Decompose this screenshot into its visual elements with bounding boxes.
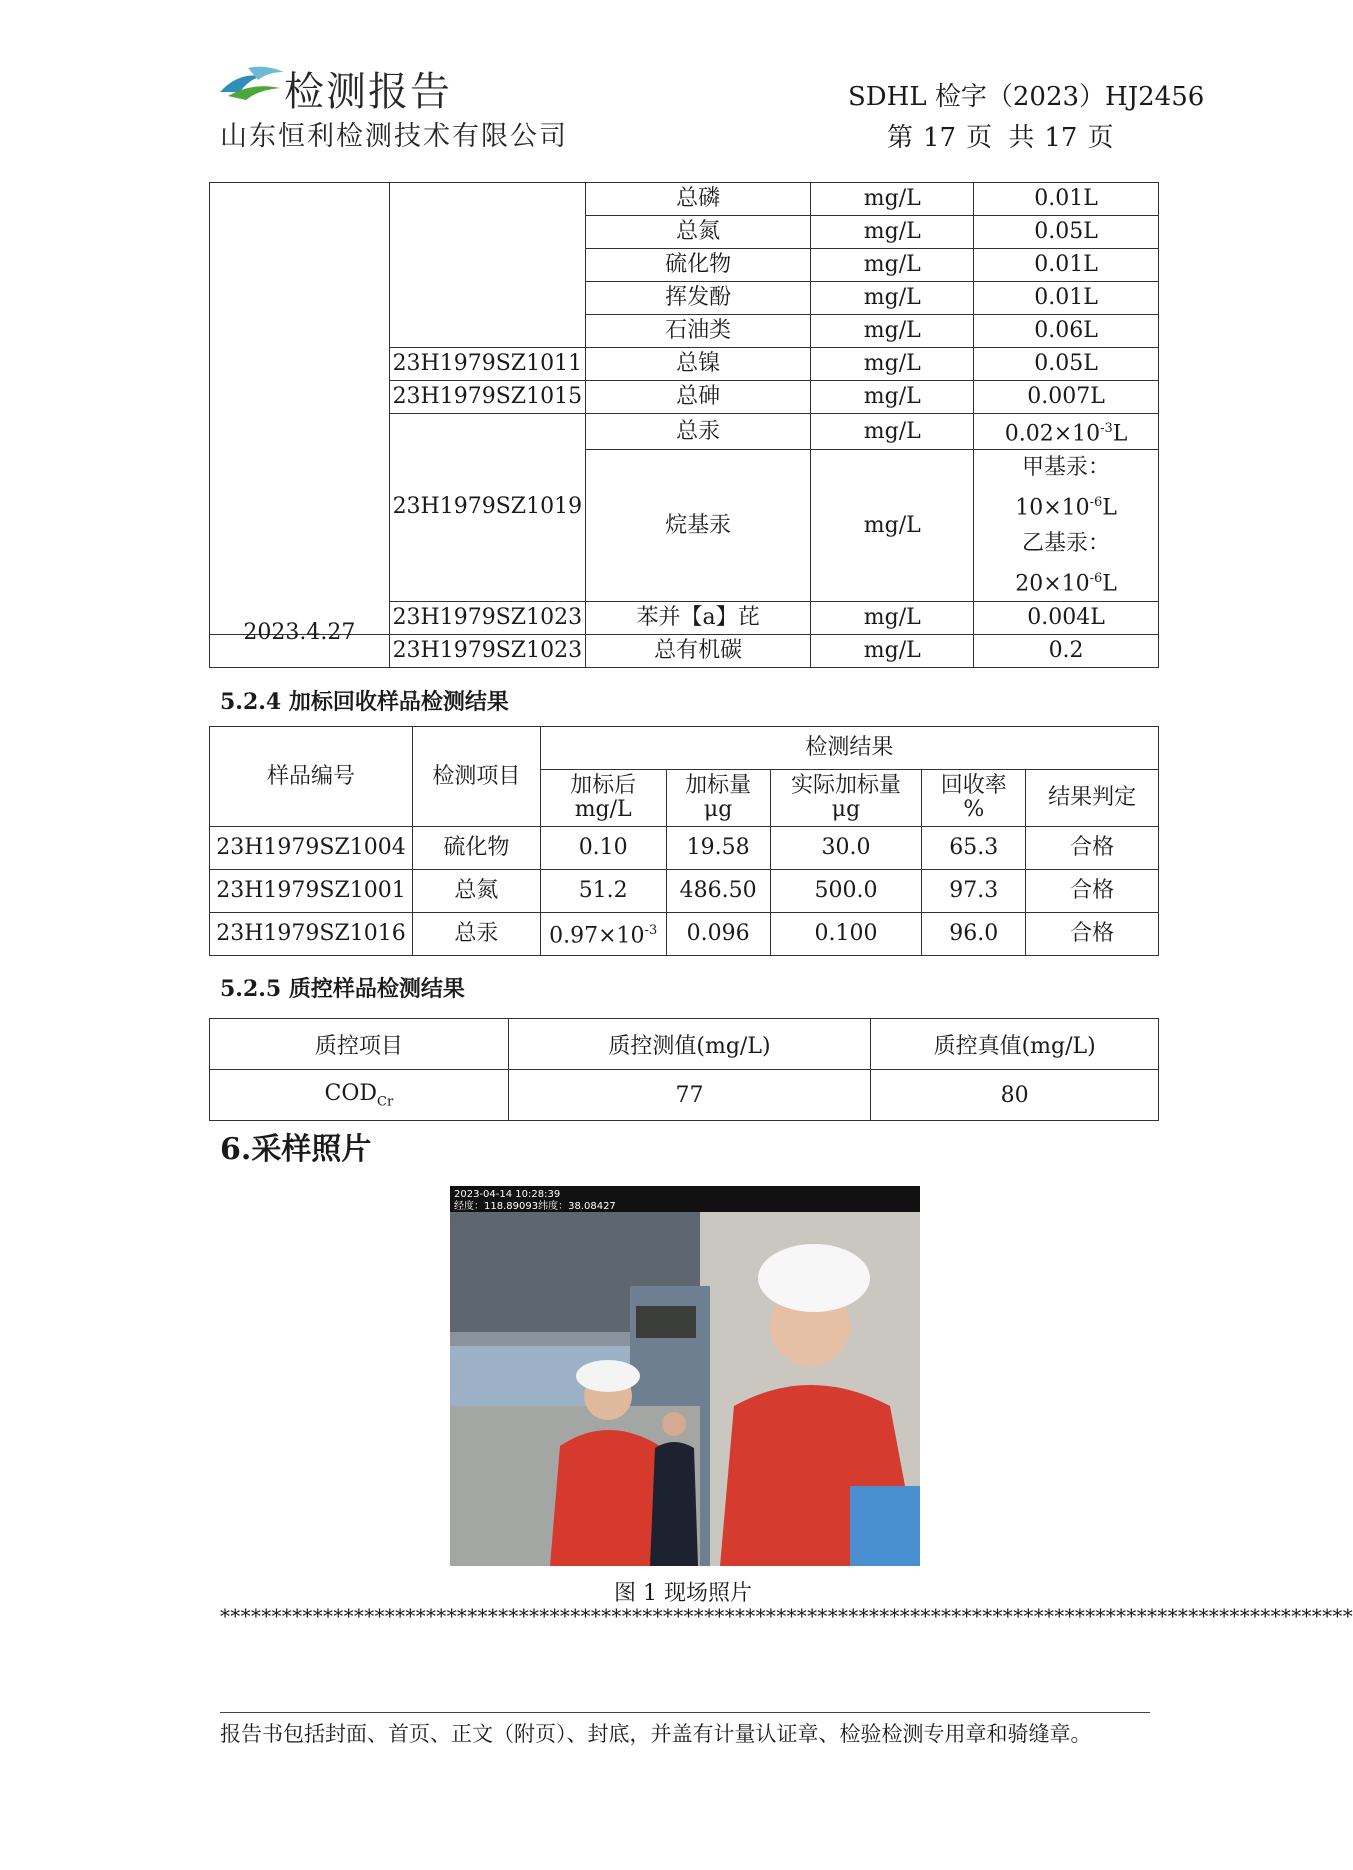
sampling-photo [450,1186,920,1566]
result-cell: 0.2 [974,634,1159,667]
sample-cell: 23H1979SZ1015 [389,381,585,414]
header-unit: mg/L [574,797,632,822]
header-spike-amount [666,770,770,827]
spike-recovery-table [209,726,1159,956]
page-label-post: 页 [1087,123,1114,153]
header-sample: 样品编号 [210,727,413,827]
date-cell-empty [210,183,390,635]
qc-measured-cell: 77 [508,1070,871,1121]
result-line [974,485,1158,525]
header-label: 回收率 [940,773,1007,798]
result-cell: 0.01L [974,183,1159,216]
page-label-mid: 页 共 [966,123,1035,153]
header-qc-measured: 质控测值(mg/L) [508,1019,871,1070]
table-row [210,1070,1159,1121]
header-actual-spike [770,770,922,827]
date-cell: 2023.4.27 [210,616,390,649]
report-number: SDHL 检字（2023）HJ2456 [848,82,1205,112]
unit-cell: mg/L [811,414,974,450]
result-base: 0.02×10 [1004,421,1101,447]
spike-cell: 19.58 [666,827,770,870]
unit-cell: mg/L [811,315,974,348]
qc-item-main: COD [324,1080,377,1106]
header-unit: μg [703,797,733,822]
table-header-row [210,727,1159,770]
item-cell: 总汞 [585,414,811,450]
item-cell: 总氮 [412,870,540,913]
table-row [210,870,1159,913]
actual-cell: 500.0 [770,870,922,913]
item-cell: 石油类 [585,315,811,348]
unit-cell: mg/L [811,634,974,667]
spike-cell: 486.50 [666,870,770,913]
results-table-continued [209,182,1159,668]
page-current: 17 [923,123,957,153]
result-cell: 0.007L [974,381,1159,414]
header-qc-item: 质控项目 [210,1019,509,1070]
photo-coordinates: 经度：118.89093纬度：38.08427 [454,1201,616,1212]
qc-true-cell: 80 [871,1070,1159,1121]
page-total: 17 [1044,123,1078,153]
item-cell: 总汞 [412,913,540,956]
result-line [974,561,1158,601]
result-cell [974,414,1159,450]
sample-cell: 23H1979SZ1004 [210,827,413,870]
sample-cell-empty [389,183,585,348]
item-cell: 总镍 [585,348,811,381]
sample-cell: 23H1979SZ1011 [389,348,585,381]
photo-caption: 图 1 现场照片 [614,1581,752,1606]
sample-cell: 23H1979SZ1016 [210,913,413,956]
header-label: 加标后 [570,773,637,798]
sample-cell: 23H1979SZ1001 [210,870,413,913]
result-exponent: -6 [1089,570,1103,586]
result-exponent: -6 [1089,495,1103,511]
item-cell: 总有机碳 [585,634,811,667]
result-cell: 0.004L [974,601,1159,634]
unit-cell: mg/L [811,183,974,216]
header-label: 实际加标量 [790,773,901,798]
section-heading-525: 5.2.5 质控样品检测结果 [220,976,465,1002]
result-line: 乙基汞： [1022,530,1111,556]
result-base: 10×10 [1015,495,1090,521]
result-cell: 0.05L [974,348,1159,381]
unit-cell: mg/L [811,601,974,634]
sample-cell: 23H1979SZ1023 [389,601,585,634]
section-heading-524: 5.2.4 加标回收样品检测结果 [220,689,509,715]
judgement-cell: 合格 [1026,827,1159,870]
table-row [210,913,1159,956]
unit-cell: mg/L [811,450,974,602]
header-after-spike [540,770,666,827]
after-base: 0.97×10 [549,923,645,949]
header-unit: % [963,797,985,822]
sample-cell: 23H1979SZ1019 [389,414,585,602]
header-qc-true: 质控真值(mg/L) [871,1019,1159,1070]
item-cell: 烷基汞 [585,450,811,602]
result-cell: 0.05L [974,216,1159,249]
header-label: 加标量 [685,773,752,798]
after-spike-cell: 51.2 [540,870,666,913]
result-cell: 0.01L [974,249,1159,282]
section-heading-6: 6.采样照片 [220,1132,372,1167]
result-exponent: -3 [1100,421,1113,436]
result-base: 20×10 [1015,570,1090,596]
result-line: 甲基汞： [1022,455,1111,481]
unit-cell: mg/L [811,282,974,315]
unit-cell: mg/L [811,216,974,249]
result-cell-multiline [974,450,1159,602]
qc-item-cell [210,1070,509,1121]
recovery-cell: 65.3 [922,827,1026,870]
photo-timestamp: 2023-04-14 10:28:39 [454,1189,561,1200]
item-cell: 硫化物 [585,249,811,282]
recovery-cell: 96.0 [922,913,1026,956]
result-suffix: L [1102,495,1117,521]
unit-cell: mg/L [811,381,974,414]
header-unit: μg [831,797,861,822]
header-group: 检测结果 [540,727,1158,770]
header-judgement: 结果判定 [1026,770,1159,827]
document-title: 检测报告 [284,69,452,115]
judgement-cell: 合格 [1026,870,1159,913]
actual-cell: 30.0 [770,827,922,870]
table-header-row [210,1019,1159,1070]
judgement-cell: 合格 [1026,913,1159,956]
after-spike-cell [540,913,666,956]
footer-divider [220,1712,1150,1713]
table-row [210,827,1159,870]
result-suffix: L [1112,421,1128,447]
unit-cell: mg/L [811,348,974,381]
footer-note: 报告书包括封面、首页、正文（附页）、封底，并盖有计量认证章、检验检测专用章和骑缝章。 [220,1722,1092,1746]
company-name: 山东恒利检测技术有限公司 [220,121,568,152]
sampling-photo-illustration [450,1186,920,1566]
item-cell: 硫化物 [412,827,540,870]
actual-cell: 0.100 [770,913,922,956]
item-cell: 总磷 [585,183,811,216]
table-row [210,634,1159,667]
table-row [210,183,1159,216]
result-cell: 0.01L [974,282,1159,315]
after-spike-cell: 0.10 [540,827,666,870]
header-item: 检测项目 [412,727,540,827]
company-logo [218,62,288,104]
page-label-pre: 第 [887,123,914,153]
after-exponent: -3 [644,923,658,939]
end-marker: ************************************************************************************************************** [220,1604,1353,1628]
item-cell: 总氮 [585,216,811,249]
item-cell: 苯并【a】芘 [585,601,811,634]
result-suffix: L [1102,570,1117,596]
qc-item-subscript: Cr [377,1094,394,1110]
item-cell: 挥发酚 [585,282,811,315]
spike-cell: 0.096 [666,913,770,956]
page-indicator [887,117,1123,154]
result-cell: 0.06L [974,315,1159,348]
unit-cell: mg/L [811,249,974,282]
item-cell: 总砷 [585,381,811,414]
quality-control-table [209,1018,1159,1121]
recovery-cell: 97.3 [922,870,1026,913]
header-recovery [922,770,1026,827]
sample-cell: 23H1979SZ1023 [389,634,585,667]
